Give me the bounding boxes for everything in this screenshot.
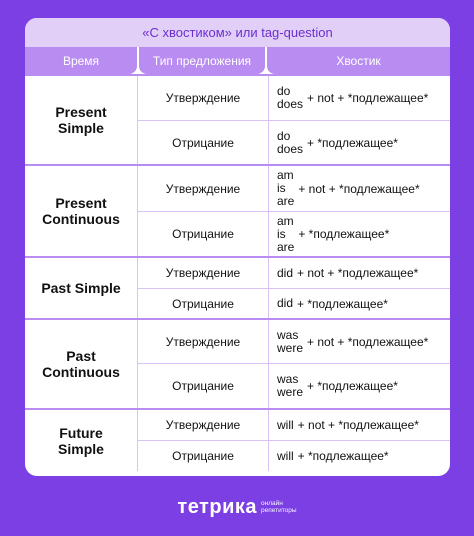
aux-verb: am (277, 213, 294, 228)
aux-verb: is (277, 226, 286, 241)
tail-cell (269, 212, 450, 256)
header-tail: Хвостик (267, 47, 450, 74)
sentence-type: Утверждение (138, 166, 269, 211)
tense-group (25, 74, 450, 164)
tail-formula: + *подлежащее* (297, 296, 388, 311)
header-sentence-type: Тип предложения (139, 47, 265, 74)
tense-name: Present Continuous (25, 166, 138, 256)
tail-formula: + *подлежащее* (307, 135, 398, 150)
aux-verb: are (277, 194, 295, 208)
aux-verb: did (277, 265, 294, 280)
tense-name: Past Simple (25, 258, 138, 318)
tail-cell (269, 410, 450, 440)
aux-verb: are (277, 239, 295, 254)
tail-formula: + *подлежащее* (298, 227, 390, 241)
aux-verb: did (277, 296, 294, 310)
aux-verb: was (277, 327, 299, 342)
table-row (138, 258, 450, 288)
tail-formula: + not + *подлежащее* (307, 91, 429, 105)
brand-logo: тетрика (177, 495, 257, 518)
tail-formula: + *подлежащее* (307, 379, 398, 393)
tail-formula: + not + *подлежащее* (297, 266, 419, 280)
sentence-type: Отрицание (138, 441, 269, 471)
grammar-table-card (25, 18, 450, 476)
sentence-type: Утверждение (138, 76, 269, 120)
tail-cell (269, 166, 450, 211)
aux-verb: does (277, 97, 304, 111)
aux-verb: do (277, 128, 291, 143)
table-row (138, 320, 450, 363)
tail-formula: + not + *подлежащее* (307, 334, 429, 349)
tail-formula: + not + *подлежащее* (297, 418, 419, 432)
table-row (138, 288, 450, 318)
table-title: «С хвостиком» или tag-question (25, 18, 450, 47)
tail-cell (269, 289, 450, 318)
sentence-type: Утверждение (138, 258, 269, 288)
table-row (138, 363, 450, 408)
aux-verb: was (277, 372, 299, 386)
tense-name: Future Simple (25, 410, 138, 471)
table-row (138, 76, 450, 120)
aux-verb: is (277, 181, 286, 195)
tail-formula: + *подлежащее* (297, 449, 389, 463)
aux-verb: will (277, 417, 294, 432)
aux-verb: do (277, 84, 291, 98)
tense-group (25, 164, 450, 256)
tense-group (25, 256, 450, 318)
sentence-type: Отрицание (138, 121, 269, 164)
brand-footer (0, 492, 474, 522)
table-row (138, 120, 450, 164)
tense-group (25, 408, 450, 471)
header-row (25, 47, 450, 74)
tense-name: Past Continuous (25, 320, 138, 408)
table-row (138, 166, 450, 211)
tail-cell (269, 320, 450, 363)
brand-tagline (261, 500, 297, 514)
sentence-type: Отрицание (138, 289, 269, 318)
sentence-type: Отрицание (138, 364, 269, 408)
header-tense: Время (25, 47, 137, 74)
aux-verb: were (277, 385, 304, 399)
tense-group (25, 318, 450, 408)
tail-cell (269, 76, 450, 120)
table-row (138, 211, 450, 256)
aux-verb: am (277, 168, 294, 182)
sentence-type: Отрицание (138, 212, 269, 256)
tail-formula: + not + *подлежащее* (298, 181, 420, 196)
tail-cell (269, 121, 450, 164)
tagline-line: онлайн (261, 500, 283, 507)
aux-verb: were (277, 340, 304, 355)
tail-cell (269, 258, 450, 288)
aux-verb: will (277, 448, 294, 463)
tail-cell (269, 364, 450, 408)
table-row (138, 410, 450, 440)
tail-cell (269, 441, 450, 471)
tagline-line: репетиторы (261, 507, 297, 514)
sentence-type: Утверждение (138, 320, 269, 363)
aux-verb: does (277, 141, 304, 156)
tense-name: Present Simple (25, 76, 138, 164)
table-row (138, 440, 450, 471)
sentence-type: Утверждение (138, 410, 269, 440)
